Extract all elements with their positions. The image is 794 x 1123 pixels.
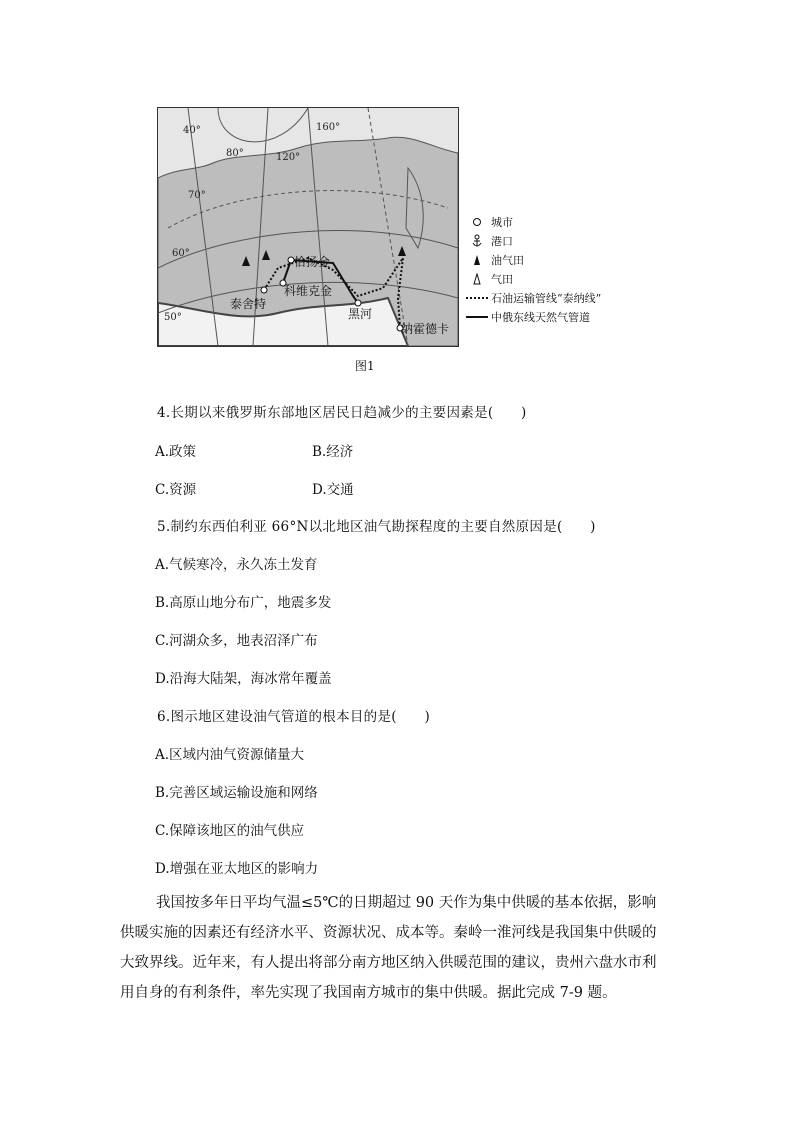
label-nahuodeka: 纳霍德卡 <box>401 322 450 336</box>
question-5-option-c[interactable]: C.河湖众多，地表沼泽广布 <box>155 633 318 649</box>
figure-caption: 图1 <box>355 359 375 373</box>
label-tiaojin: 恰扬金 <box>294 255 331 269</box>
question-5-option-a[interactable]: A.气候寒冷，永久冻土发育 <box>155 557 318 573</box>
legend-label: 中俄东线天然气管道 <box>491 310 590 324</box>
label-heihe: 黑河 <box>348 307 373 321</box>
question-5-option-b[interactable]: B.高原山地分布广，地震多发 <box>155 595 332 611</box>
legend-item <box>466 212 626 231</box>
dotted-line-icon <box>466 295 488 301</box>
question-4-option-c[interactable]: C.资源 <box>155 482 197 498</box>
label-80: 80° <box>226 148 244 159</box>
legend-item <box>466 250 626 269</box>
legend-item <box>466 288 626 307</box>
passage-line: 供暖实施的因素还有经济水平、资源状况、成本等。秦岭一淮河线是我国集中供暖的 <box>120 925 657 941</box>
question-6-option-a[interactable]: A.区域内油气资源储量大 <box>155 747 305 763</box>
question-4-option-d[interactable]: D.交通 <box>312 482 354 498</box>
passage-line: 用自身的有利条件，率先实现了我国南方城市的集中供暖。据此完成 7-9 题。 <box>120 985 617 1001</box>
question-5-stem: 5.制约东西伯利亚 66°N以北地区油气勘探程度的主要自然原因是( ) <box>157 519 596 535</box>
legend-item <box>466 269 626 288</box>
label-70: 70° <box>188 190 206 201</box>
legend-label: 港口 <box>491 234 513 248</box>
question-6-stem: 6.图示地区建设油气管道的根本目的是( ) <box>157 709 431 725</box>
map-legend <box>466 212 626 326</box>
label-60: 60° <box>172 248 190 259</box>
legend-label: 气田 <box>491 272 513 286</box>
anchor-icon <box>466 234 488 248</box>
heating-passage <box>120 888 690 1008</box>
legend-label: 石油运输管线“泰纳线” <box>491 291 602 305</box>
label-50: 50° <box>164 312 182 323</box>
gas-field-icon <box>466 273 488 285</box>
label-40: 40° <box>183 125 201 136</box>
city-dot <box>261 287 267 293</box>
label-160: 160° <box>316 122 341 133</box>
map-graphic <box>158 108 458 346</box>
legend-item <box>466 231 626 250</box>
question-6-option-c[interactable]: C.保障该地区的油气供应 <box>155 823 305 839</box>
question-6-option-b[interactable]: B.完善区域运输设施和网络 <box>155 785 318 801</box>
legend-label: 城市 <box>491 215 513 229</box>
legend-label: 油气田 <box>491 253 524 267</box>
question-4-option-a[interactable]: A.政策 <box>155 444 197 460</box>
label-taishete: 泰舍特 <box>230 297 267 311</box>
solid-line-icon <box>466 314 488 320</box>
question-4-option-b[interactable]: B.经济 <box>312 444 354 460</box>
question-6-option-d[interactable]: D.增强在亚太地区的影响力 <box>155 861 319 877</box>
passage-line: 大致界线。近年来，有人提出将部分南方地区纳入供暖范围的建议，贵州六盘水市利 <box>120 955 657 971</box>
city-dot-icon <box>466 217 488 227</box>
legend-item <box>466 307 626 326</box>
label-120: 120° <box>276 152 301 163</box>
label-kewei: 科维克金 <box>284 284 333 298</box>
oil-gas-field-icon <box>466 254 488 266</box>
russia-pipeline-map <box>157 107 459 347</box>
question-5-option-d[interactable]: D.沿海大陆架，海冰常年覆盖 <box>155 671 332 687</box>
question-4-stem: 4.长期以来俄罗斯东部地区居民日趋减少的主要因素是( ) <box>157 405 527 421</box>
city-dot <box>355 300 361 306</box>
passage-line: 我国按多年日平均气温≤5℃的日期超过 90 天作为集中供暖的基本依据，影响 <box>156 895 657 911</box>
